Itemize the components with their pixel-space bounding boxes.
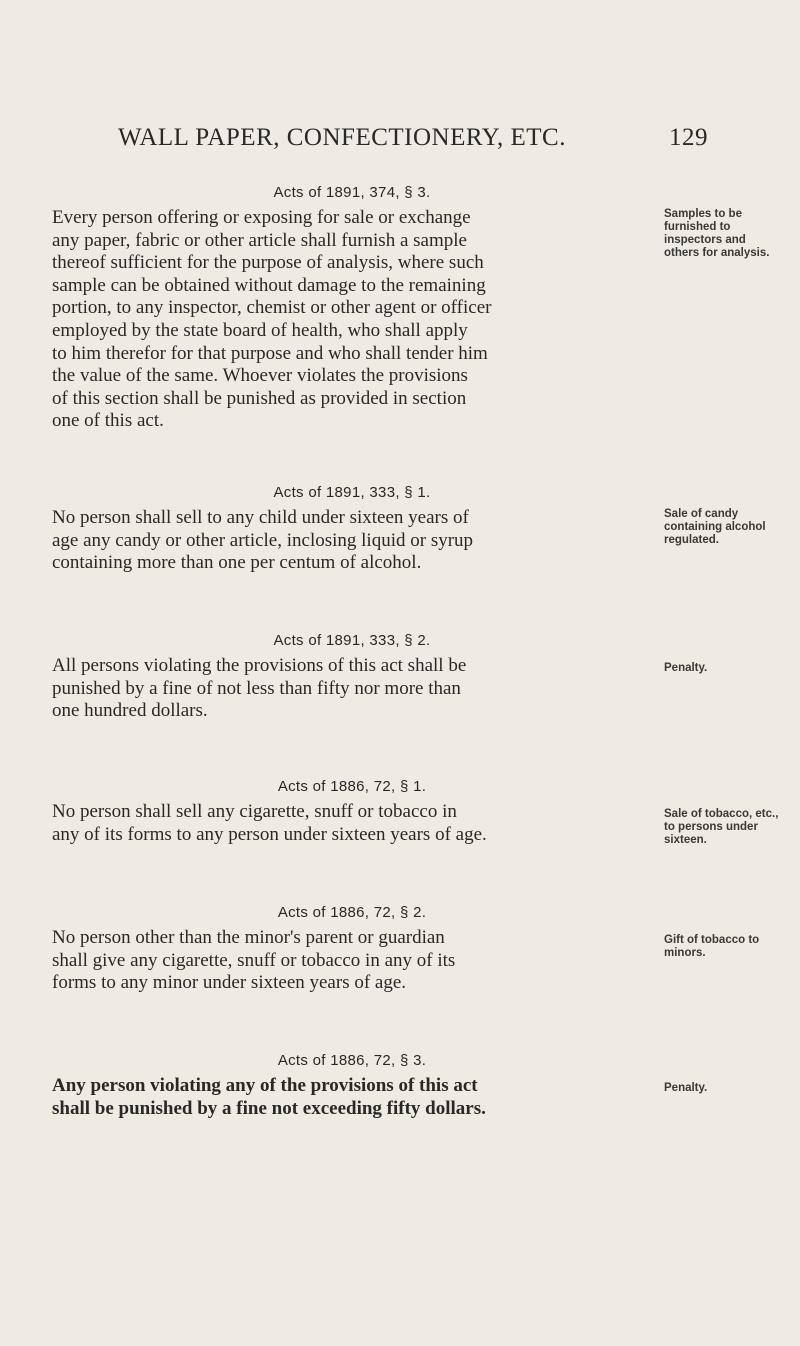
running-head-title: WALL PAPER, CONFECTIONERY, ETC. xyxy=(118,124,566,151)
text-line: age any candy or other article, inclosing liquid or syrup xyxy=(52,529,474,551)
margin-note: Sale of tobacco, etc., to persons under sixteen. xyxy=(664,808,779,846)
page-number: 129 xyxy=(669,124,708,151)
section-1886-72-1 xyxy=(52,778,782,846)
text-line: any of its forms to any person under sixteen years of age. xyxy=(52,823,487,845)
section-1891-374-3 xyxy=(52,184,782,433)
section-text xyxy=(52,927,662,995)
text-line: Any person violating any of the provisions of this act xyxy=(52,1075,478,1096)
text-line: to him therefor for that purpose and who shall tender him xyxy=(52,342,488,364)
act-heading: Acts of 1886, 72, § 1. xyxy=(277,778,427,795)
text-line: shall be punished by a fine not exceeding fifty dollars. xyxy=(52,1097,486,1119)
text-line: All persons violating the provisions of this act shall be xyxy=(52,655,467,676)
margin-note: Gift of tobacco to minors. xyxy=(664,934,760,959)
section-text xyxy=(52,207,662,433)
text-line: sample can be obtained without damage to the remaining xyxy=(52,274,486,296)
margin-note: Penalty. xyxy=(664,662,708,674)
text-line: of this section shall be punished as provided in section xyxy=(52,387,467,409)
text-line: one of this act. xyxy=(52,410,164,432)
section-1891-333-2 xyxy=(52,632,782,723)
margin-note: Samples to be furnished to inspectors and others for analysis. xyxy=(664,208,770,259)
act-heading: Acts of 1891, 333, § 2. xyxy=(273,632,431,649)
margin-note: Penalty. xyxy=(664,1082,708,1094)
act-heading: Acts of 1891, 374, § 3. xyxy=(273,184,431,201)
section-1886-72-3 xyxy=(52,1052,782,1120)
text-line: Every person offering or exposing for sale or exchange xyxy=(52,207,471,228)
section-text xyxy=(52,655,662,723)
text-line: No person other than the minor's parent or guardian xyxy=(52,927,445,948)
text-line: any paper, fabric or other article shall furnish a sample xyxy=(52,229,467,251)
text-line: forms to any minor under sixteen years of age. xyxy=(52,972,407,994)
text-line: the value of the same. Whoever violates the provisions xyxy=(52,365,468,387)
act-heading: Acts of 1886, 72, § 3. xyxy=(277,1052,427,1069)
act-heading: Acts of 1886, 72, § 2. xyxy=(277,904,427,921)
text-line: shall give any cigarette, snuff or tobacco in any of its xyxy=(52,949,456,971)
section-text xyxy=(52,801,662,846)
text-line: portion, to any inspector, chemist or other agent or officer xyxy=(52,297,492,319)
margin-note: Sale of candy containing alcohol regulated. xyxy=(664,508,766,546)
text-line: No person shall sell to any child under sixteen years of xyxy=(52,507,469,528)
text-line: containing more than one per centum of alcohol. xyxy=(52,552,422,574)
section-1886-72-2 xyxy=(52,904,782,995)
text-line: employed by the state board of health, who shall apply xyxy=(52,319,468,341)
text-line: one hundred dollars. xyxy=(52,700,208,722)
section-1891-333-1 xyxy=(52,484,782,575)
act-heading: Acts of 1891, 333, § 1. xyxy=(273,484,431,501)
text-line: thereof sufficient for the purpose of analysis, where such xyxy=(52,252,484,274)
text-line: No person shall sell any cigarette, snuff or tobacco in xyxy=(52,801,457,822)
section-text xyxy=(52,507,662,575)
section-text xyxy=(52,1075,662,1120)
text-line: punished by a fine of not less than fifty nor more than xyxy=(52,677,461,699)
